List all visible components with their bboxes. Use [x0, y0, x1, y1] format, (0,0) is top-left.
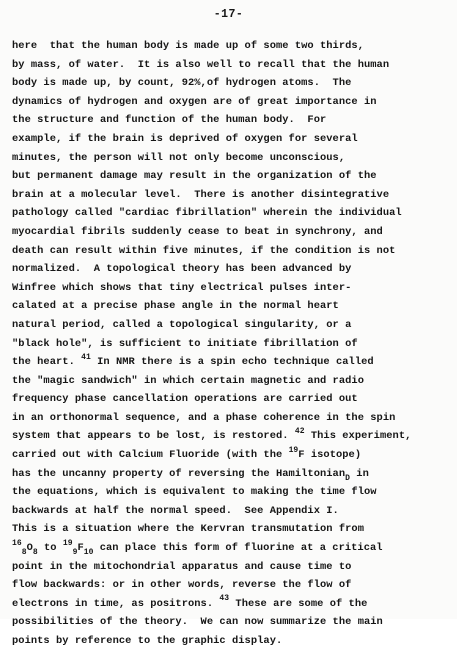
line-text: the "magic sandwich" in which certain magnetic and radio: [12, 374, 364, 387]
text-line: [12, 390, 454, 409]
text-line: [12, 186, 454, 205]
text-line: [12, 595, 454, 614]
line-text: These are some of the: [229, 597, 368, 610]
text-line: [12, 558, 454, 577]
text-line: [12, 613, 454, 632]
text-line: [12, 279, 454, 298]
line-text: system that appears to be lost, is restored.: [12, 430, 295, 443]
subscript: D: [345, 473, 350, 483]
text-line: [12, 427, 454, 446]
subscript: 10: [83, 548, 94, 558]
text-line: [12, 465, 454, 484]
text-line: [12, 242, 454, 261]
line-text: normalized. A topological theory has been advanced by: [12, 263, 352, 276]
text-line: [12, 204, 454, 223]
line-text: dynamics of hydrogen and oxygen are of great importance in: [12, 95, 377, 108]
text-line: [12, 37, 454, 56]
text-line: [12, 316, 454, 335]
line-text: calated at a precise phase angle in the normal heart: [12, 300, 339, 313]
text-line: [12, 502, 454, 521]
line-text: death can result within five minutes, if the condition is not: [12, 244, 396, 257]
text-line: [12, 223, 454, 242]
line-text: myocardial fibrils suddenly cease to beat in synchrony, and: [12, 225, 383, 238]
text-line: [12, 520, 454, 539]
superscript: 19: [62, 538, 73, 548]
line-text: here that the human body is made up of some two thirds,: [12, 40, 364, 52]
text-line: [12, 446, 454, 465]
line-text: "black hole", is sufficient to initiate fibrillation of: [12, 337, 358, 350]
text-line: [12, 576, 454, 595]
line-text: This experiment,: [304, 430, 412, 443]
subscript: 9: [72, 548, 78, 558]
line-text: example, if the brain is deprived of oxygen for several: [12, 132, 358, 145]
text-line: [12, 297, 454, 316]
line-text: Winfree which shows that tiny electrical pulses inter-: [12, 281, 352, 294]
text-line: [12, 74, 454, 93]
text-line: [12, 483, 454, 502]
line-text: In NMR there is a spin echo technique called: [90, 356, 374, 369]
superscript: 43: [219, 594, 230, 604]
text-line: [12, 93, 454, 112]
line-text: This is a situation where the Kervran transmutation from: [12, 523, 364, 536]
line-text: possibilities of the theory. We can now summarize the main: [12, 616, 383, 629]
body-text: [12, 37, 454, 651]
line-text: F isotope): [298, 449, 362, 462]
line-text: by mass, of water. It is also well to recall that the human: [12, 58, 390, 71]
line-text: in: [350, 467, 369, 480]
superscript: 16: [12, 538, 22, 548]
line-text: natural period, called a topological singularity, or a: [12, 318, 352, 331]
line-text: body is made up, by count, 92%,of hydrogen atoms. The: [12, 77, 352, 90]
line-text: points by reference to the graphic display.: [12, 635, 283, 647]
text-line: [12, 56, 454, 75]
text-line: [12, 353, 454, 372]
text-line: [12, 372, 454, 391]
text-line: [12, 260, 454, 279]
page-number: -17-: [213, 8, 244, 21]
text-line: [12, 409, 454, 428]
line-text: has the uncanny property of reversing the Hamiltonian: [12, 467, 346, 480]
text-line: [12, 539, 454, 558]
line-text: can place this form of fluorine at a critical: [93, 542, 383, 555]
line-text: minutes, the person will not only become unconscious,: [12, 151, 346, 164]
text-line: [12, 130, 454, 149]
line-text: electrons in time, as positrons.: [12, 597, 220, 610]
line-text: flow backwards: or in other words, reverse the flow of: [12, 579, 352, 592]
line-text: backwards at half the normal speed. See Appendix I.: [12, 504, 339, 517]
text-line: [12, 335, 454, 354]
line-text: the heart.: [12, 356, 82, 369]
line-text: the equations, which is equivalent to making the time flow: [12, 486, 377, 499]
line-text: O: [26, 542, 33, 555]
line-text: brain at a molecular level. There is another disintegrative: [12, 188, 390, 201]
text-line: [12, 167, 454, 186]
subscript: 8: [32, 548, 38, 558]
line-text: to: [37, 542, 63, 555]
line-text: but permanent damage may result in the organization of the: [12, 170, 377, 183]
line-text: point in the mitochondrial apparatus and cause time to: [12, 560, 352, 573]
superscript: 42: [294, 427, 305, 436]
line-text: F: [77, 542, 84, 555]
line-text: carried out with Calcium Fluoride (with the: [12, 449, 289, 462]
superscript: 41: [81, 352, 91, 362]
subscript: 8: [21, 548, 27, 558]
text-line: [12, 632, 454, 651]
line-text: pathology called "cardiac fibrillation" wherein the individual: [12, 207, 402, 220]
superscript: 19: [288, 445, 299, 455]
line-text: in an orthonormal sequence, and a phase coherence in the spin: [12, 411, 396, 424]
text-line: [12, 111, 454, 130]
text-line: [12, 149, 454, 168]
line-text: frequency phase cancellation operations are carried out: [12, 393, 358, 406]
line-text: the structure and function of the human body. For: [12, 114, 327, 127]
